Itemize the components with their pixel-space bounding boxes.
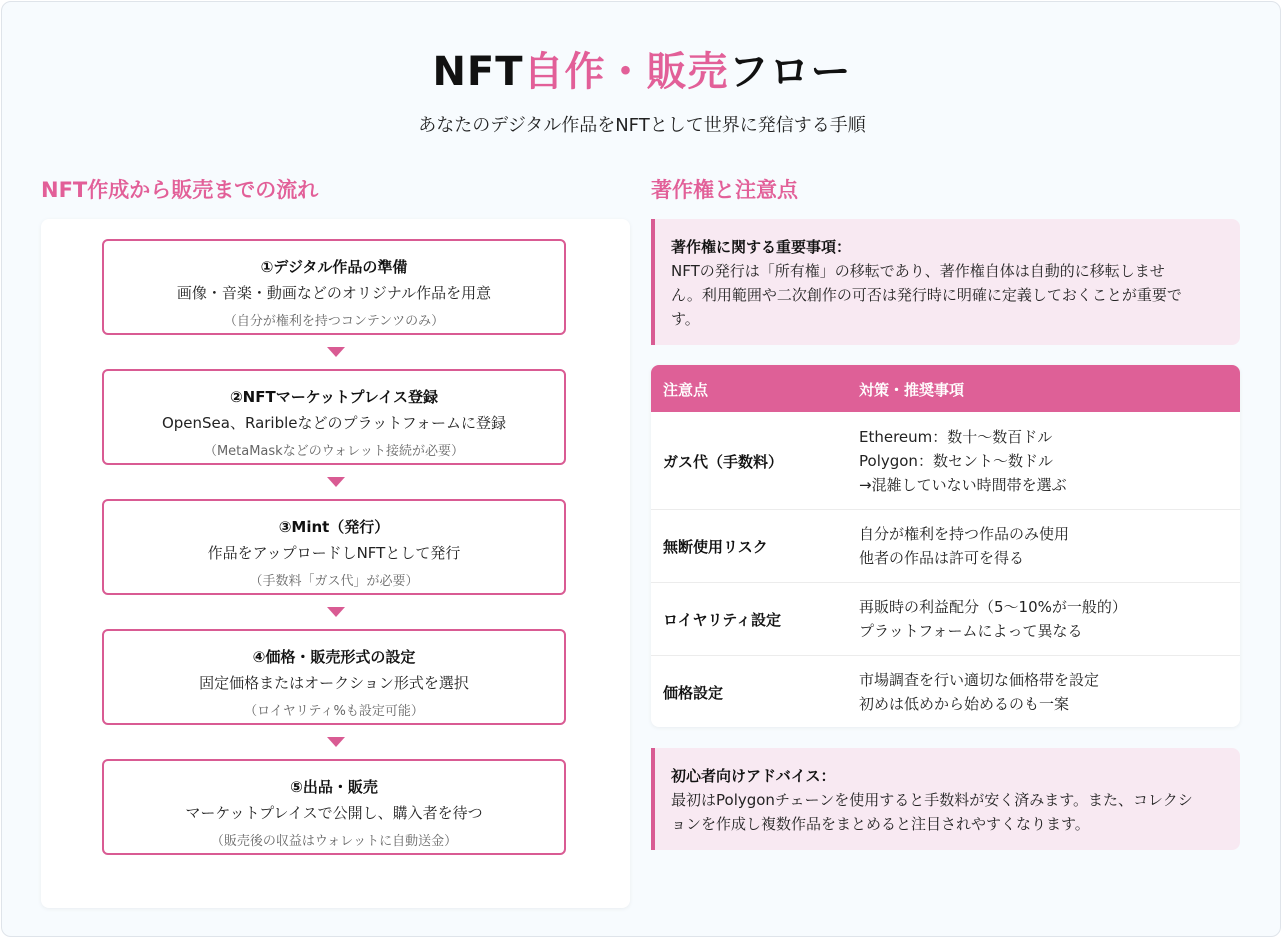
note-line: す。 <box>671 310 700 328</box>
row-label: 価格設定 <box>663 684 724 702</box>
row-content: 自分が権利を持つ作品のみ使用 他者の作品は許可を得る <box>859 525 1070 567</box>
step-title: ⑤出品・販売 <box>290 778 378 796</box>
page-title: NFT自作・販売フロー <box>432 49 852 95</box>
note-line: NFTの発行は「所有権」の移転であり、著作権自体は自動的に移転しませ <box>671 262 1165 280</box>
step-description: 固定価格またはオークション形式を選択 <box>199 674 469 692</box>
arrow-down-icon <box>327 737 345 747</box>
flow-step <box>102 369 566 465</box>
step-description: OpenSea、Raribleなどのプラットフォームに登録 <box>161 414 507 432</box>
caution-table <box>651 365 1240 727</box>
copyright-important-note <box>651 219 1240 345</box>
beginner-advice-note <box>651 748 1240 850</box>
note-line: ョンを作成し複数作品をまとめると注目されやすくなります。 <box>671 815 1090 833</box>
step-description: 作品をアップロードしNFTとして発行 <box>207 544 461 562</box>
step-title: ①デジタル作品の準備 <box>260 258 408 276</box>
step-description: 画像・音楽・動画などのオリジナル作品を用意 <box>176 284 492 302</box>
row-label: 無断使用リスク <box>663 538 768 556</box>
step-title: ④価格・販売形式の設定 <box>252 648 416 666</box>
table-row <box>651 510 1240 583</box>
row-label: ロイヤリティ設定 <box>663 611 782 629</box>
step-note: （手数料「ガス代」が必要） <box>249 574 419 589</box>
step-note: （自分が権利を持つコンテンツのみ） <box>223 314 445 329</box>
flow-step <box>102 239 566 335</box>
step-description: マーケットプレイスで公開し、購入者を待つ <box>185 804 483 822</box>
note-title: 初心者向けアドバイス： <box>671 767 836 785</box>
copyright-heading: 著作権と注意点 <box>651 178 798 202</box>
table-row <box>651 412 1240 510</box>
column-header: 対策・推奨事項 <box>859 381 965 399</box>
note-line: 最初はPolygonチェーンを使用すると手数料が安く済みます。また、コレクシ <box>671 791 1193 809</box>
arrow-down-icon <box>327 347 345 357</box>
table-row <box>651 583 1240 656</box>
row-content: 再販時の利益配分（5〜10%が一般的） プラットフォームによって異なる <box>859 598 1127 640</box>
step-note: （販売後の収益はウォレットに自動送金） <box>210 834 458 849</box>
flow-panel <box>41 219 630 908</box>
flow-step <box>102 499 566 595</box>
flow-step <box>102 629 566 725</box>
flow-step <box>102 759 566 855</box>
step-note: （ロイヤリティ%も設定可能） <box>244 704 424 719</box>
row-label: ガス代（手数料） <box>663 453 784 471</box>
row-content: Ethereum：数十〜数百ドル Polygon：数セント〜数ドル →混雑していない時間帯を選ぶ <box>859 428 1067 494</box>
title-accent: 自作・販売 <box>523 49 729 95</box>
arrow-down-icon <box>327 477 345 487</box>
step-title: ③Mint（発行） <box>278 518 390 536</box>
step-note: （MetaMaskなどのウォレット接続が必要） <box>203 444 465 459</box>
column-header: 注意点 <box>663 381 709 399</box>
table-row <box>651 656 1240 727</box>
note-line: ん。利用範囲や二次創作の可否は発行時に明確に定義しておくことが重要で <box>671 286 1182 304</box>
table-header <box>651 365 1240 412</box>
page-subtitle: あなたのデジタル作品をNFTとして世界に発信する手順 <box>418 115 866 136</box>
row-content: 市場調査を行い適切な価格帯を設定 初めは低めから始めるのも一案 <box>859 671 1100 713</box>
note-title: 著作権に関する重要事項： <box>671 238 852 256</box>
step-title: ②NFTマーケットプレイス登録 <box>229 388 439 406</box>
flow-heading: NFT作成から販売までの流れ <box>41 178 319 202</box>
arrow-down-icon <box>327 607 345 617</box>
